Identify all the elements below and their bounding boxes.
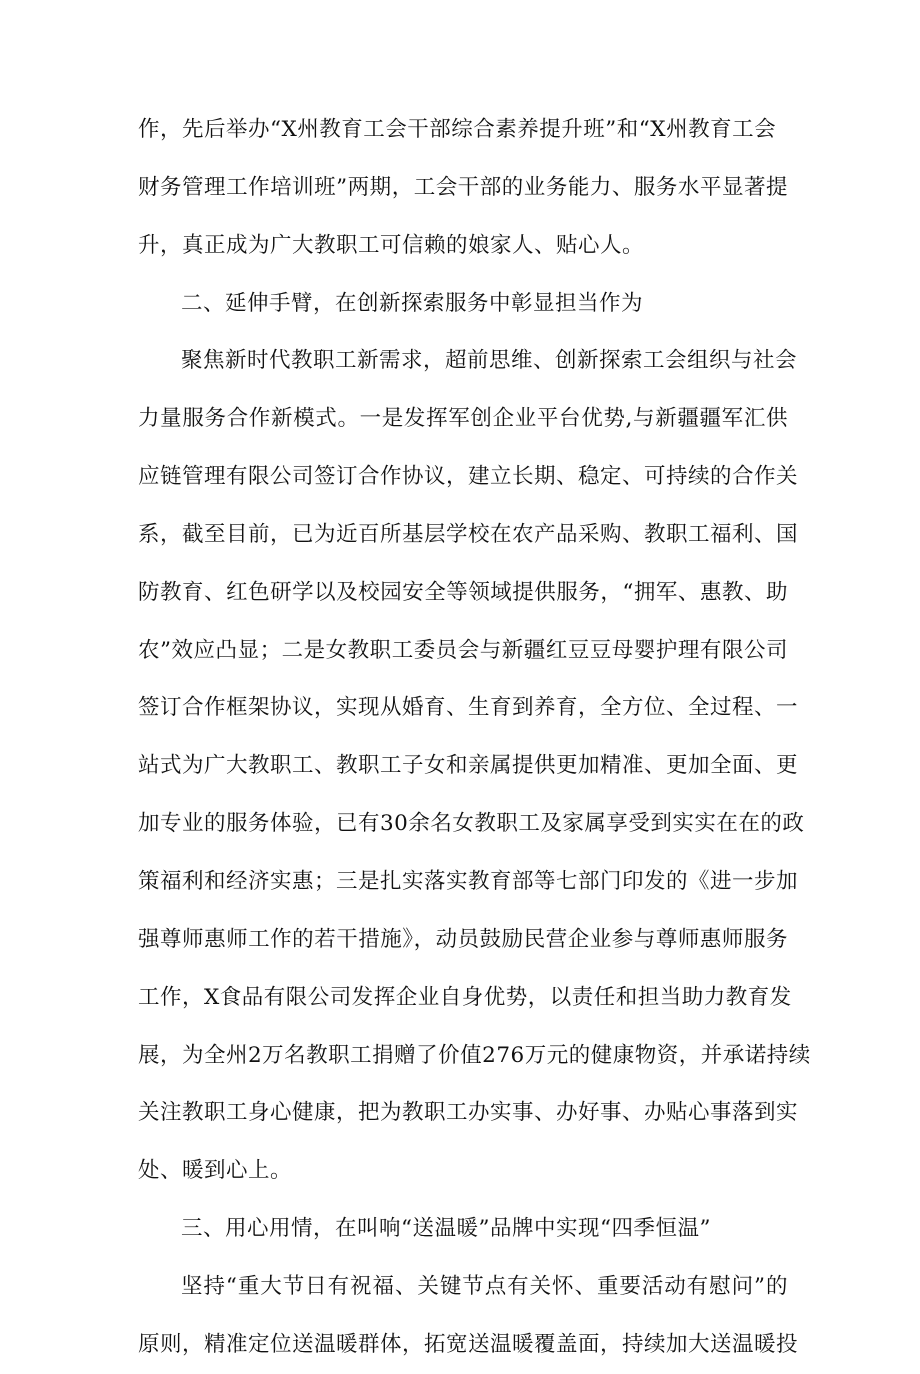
text-line: 作，先后举办“X州教育工会干部综合素养提升班”和“X州教育工会 [138,117,777,142]
text-line: 升，真正成为广大教职工可信赖的娘家人、贴心人。 [138,232,645,258]
document-body [138,101,811,1374]
text-line: 农”效应凸显；二是女教职工委员会与新疆红豆豆母婴护理有限公司 [138,637,788,663]
text-line: 关注教职工身心健康，把为教职工办实事、办好事、办贴心事落到实 [138,1100,799,1126]
section-heading: 三、用心用情，在叫响“送温暖”品牌中实现“四季恒温” [181,1216,711,1242]
text-line: 防教育、红色研学以及校园安全等领域提供服务，“拥军、惠教、助 [138,579,788,605]
text-line: 力量服务合作新模式。一是发挥军创企业平台优势,与新疆疆军汇供 [138,406,788,432]
text-line: 系，截至目前，已为近百所基层学校在农产品采购、教职工福利、国 [138,521,799,547]
text-line: 原则，精准定位送温暖群体，拓宽送温暖覆盖面，持续加大送温暖投 [138,1331,799,1357]
text-line: 站式为广大教职工、教职工子女和亲属提供更加精准、更加全面、更 [138,753,799,779]
text-line: 财务管理工作培训班”两期，工会干部的业务能力、服务水平显著提 [138,174,788,200]
text-line: 策福利和经济实惠；三是扎实落实教育部等七部门印发的《进一步加 [138,868,799,894]
section-heading: 二、延伸手臂，在创新探索服务中彰显担当作为 [181,290,644,316]
text-line: 工作，X食品有限公司发挥企业自身优势，以责任和担当助力教育发 [138,984,792,1010]
text-line: 展，为全州2万名教职工捐赠了价值276万元的健康物资，并承诺持续 [138,1042,811,1068]
text-line: 处、暖到心上。 [138,1158,293,1184]
text-line: 应链管理有限公司签订合作协议，建立长期、稳定、可持续的合作关 [138,464,799,490]
text-line: 签订合作框架协议，实现从婚育、生育到养育，全方位、全过程、一 [138,695,799,721]
text-line: 强尊师惠师工作的若干措施》，动员鼓励民营企业参与尊师惠师服务 [138,926,788,952]
text-line: 坚持“重大节日有祝福、关键节点有关怀、重要活动有慰问”的 [181,1273,788,1299]
text-line: 加专业的服务体验，已有30余名女教职工及家属享受到实实在在的政 [138,811,805,837]
text-line: 聚焦新时代教职工新需求，超前思维、创新探索工会组织与社会 [181,348,798,374]
